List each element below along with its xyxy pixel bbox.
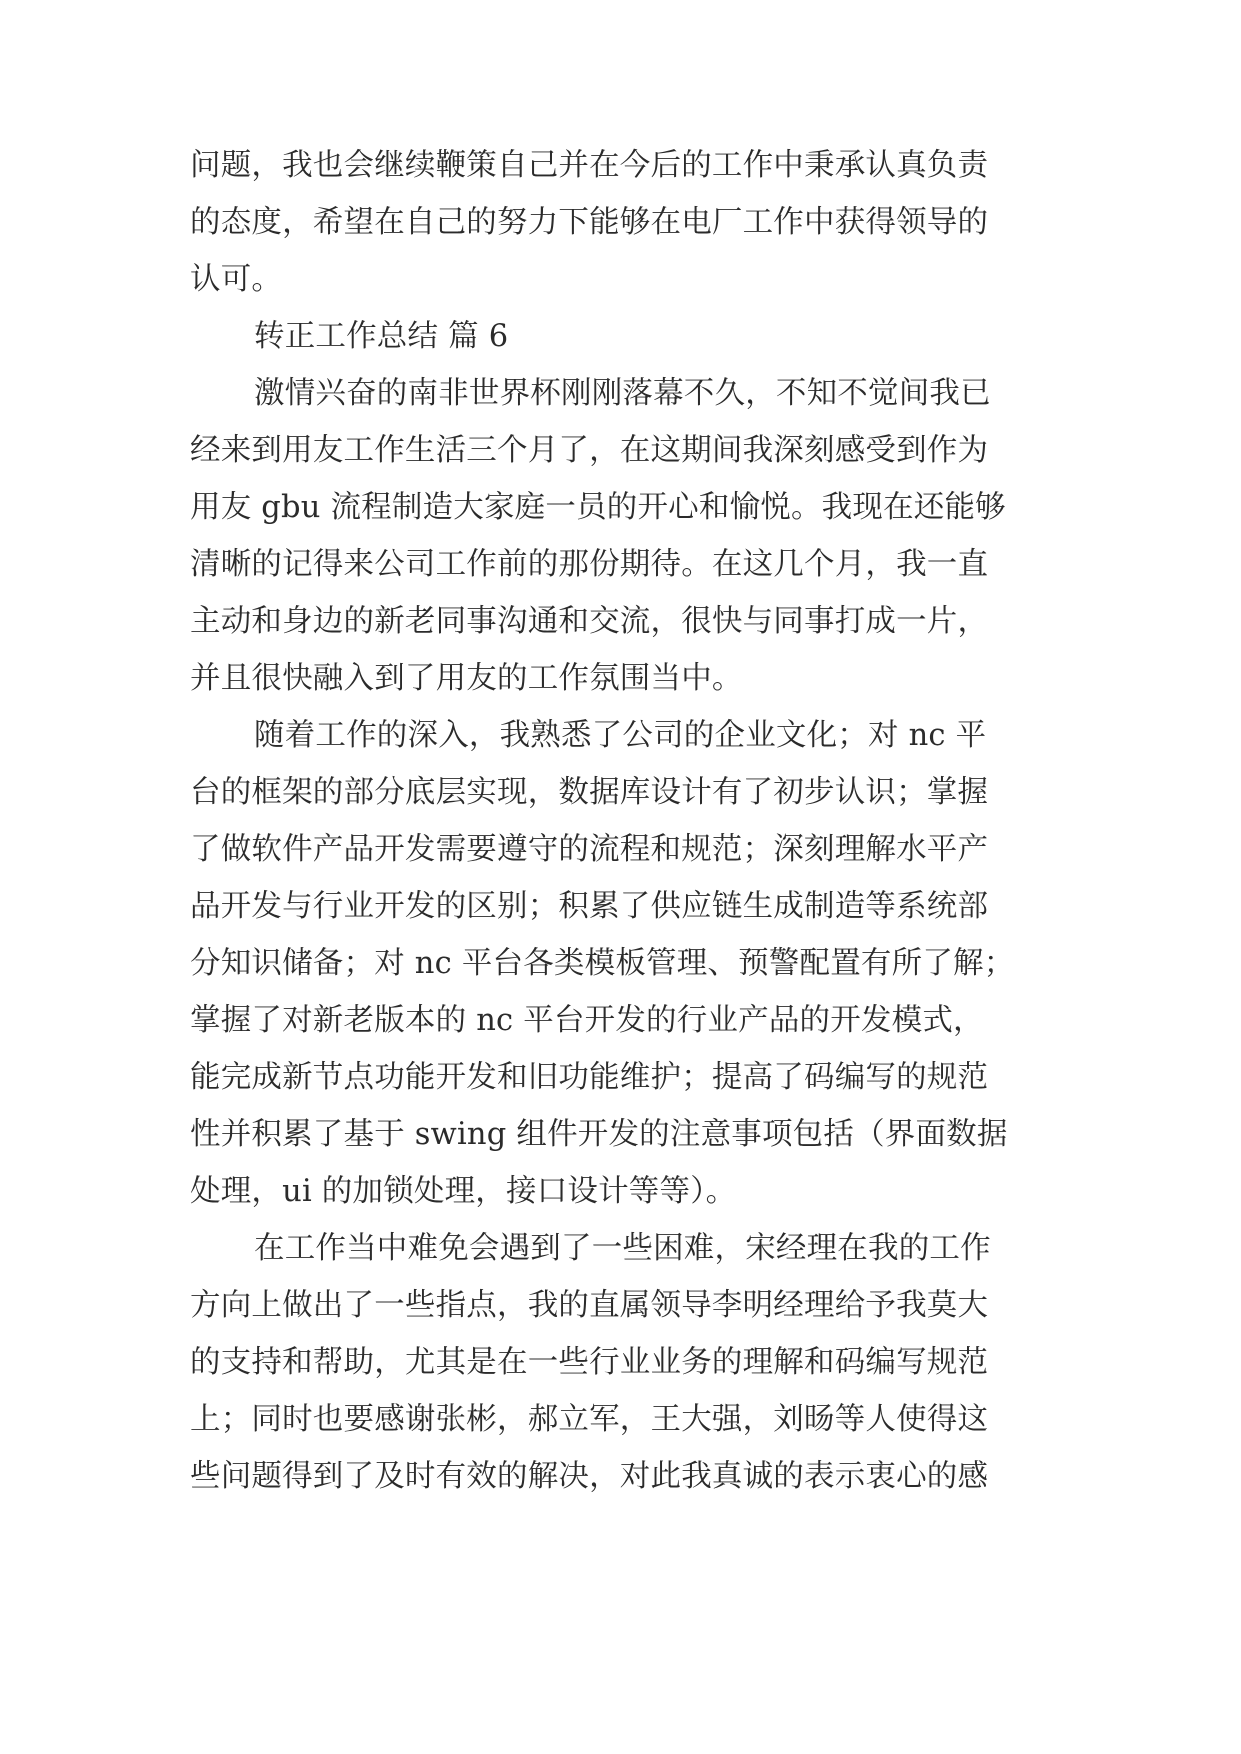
text-line: 处理，ui 的加锁处理，接口设计等等）。 [190, 1174, 737, 1209]
text-line: 经来到用友工作生活三个月了，在这期间我深刻感受到作为 [190, 433, 989, 468]
text-line: 性并积累了基于 swing 组件开发的注意事项包括（界面数据 [190, 1117, 1008, 1152]
text-line: 认可。 [190, 262, 283, 297]
text-line: 品开发与行业开发的区别；积累了供应链生成制造等系统部 [190, 889, 989, 924]
text-line: 上；同时也要感谢张彬，郝立军，王大强，刘旸等人使得这 [190, 1402, 989, 1437]
text-line: 清晰的记得来公司工作前的那份期待。在这几个月，我一直 [190, 547, 989, 582]
text-line: 用友 gbu 流程制造大家庭一员的开心和愉悦。我现在还能够 [190, 490, 1006, 525]
text-line: 在工作当中难免会遇到了一些困难，宋经理在我的工作 [254, 1231, 991, 1266]
text-line: 了做软件产品开发需要遵守的流程和规范；深刻理解水平产 [190, 832, 989, 867]
text-line: 随着工作的深入，我熟悉了公司的企业文化；对 nc 平 [254, 718, 987, 753]
text-line: 并且很快融入到了用友的工作氛围当中。 [190, 661, 743, 696]
text-line: 激情兴奋的南非世界杯刚刚落幕不久，不知不觉间我已 [254, 376, 991, 411]
section-heading: 转正工作总结 篇 6 [254, 319, 509, 354]
text-line: 问题，我也会继续鞭策自己并在今后的工作中秉承认真负责 [190, 148, 989, 183]
text-line: 分知识储备；对 nc 平台各类模板管理、预警配置有所了解； [190, 946, 1015, 981]
text-line: 的态度，希望在自己的努力下能够在电厂工作中获得领导的 [190, 205, 989, 240]
text-line: 的支持和帮助，尤其是在一些行业业务的理解和码编写规范 [190, 1345, 989, 1380]
text-line: 方向上做出了一些指点，我的直属领导李明经理给予我莫大 [190, 1288, 989, 1323]
text-line: 能完成新节点功能开发和旧功能维护；提高了码编写的规范 [190, 1060, 989, 1095]
text-line: 台的框架的部分底层实现，数据库设计有了初步认识；掌握 [190, 775, 989, 810]
text-line: 些问题得到了及时有效的解决，对此我真诚的表示衷心的感 [190, 1459, 989, 1494]
text-line: 掌握了对新老版本的 nc 平台开发的行业产品的开发模式， [190, 1003, 984, 1038]
text-line: 主动和身边的新老同事沟通和交流，很快与同事打成一片， [190, 604, 989, 639]
